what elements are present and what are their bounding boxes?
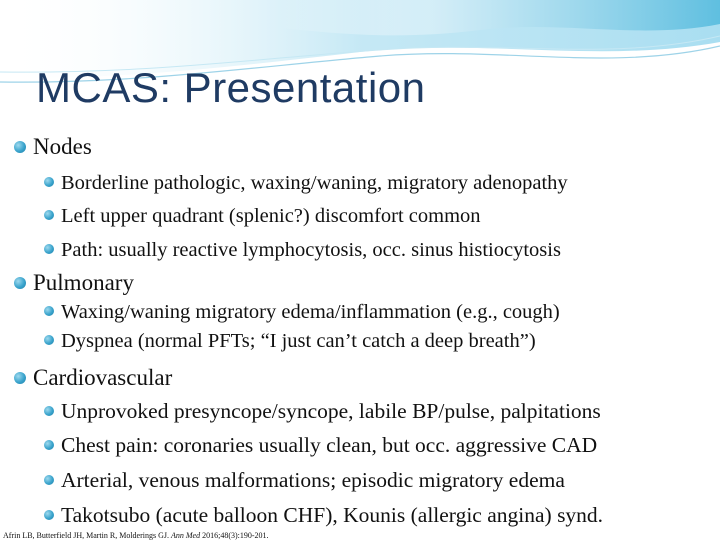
bullet-icon xyxy=(14,372,26,384)
citation xyxy=(3,531,269,540)
bullet-icon xyxy=(14,141,26,153)
bullet-icon xyxy=(44,177,54,187)
bullet-icon xyxy=(44,306,54,316)
bullet-icon xyxy=(44,440,54,450)
bullet-icon xyxy=(14,277,26,289)
citation-ref: 2016;48(3):190-201. xyxy=(202,531,269,540)
section-heading-pulmonary: Pulmonary xyxy=(14,271,134,294)
list-item: Dyspnea (normal PFTs; “I just can’t catch a deep breath”) xyxy=(44,331,536,352)
bullet-icon xyxy=(44,475,54,485)
citation-journal: Ann Med xyxy=(170,531,201,540)
list-item: Borderline pathologic, waxing/waning, migratory adenopathy xyxy=(44,173,568,194)
bullet-icon xyxy=(44,244,54,254)
section-heading-cardiovascular: Cardiovascular xyxy=(14,366,172,389)
list-item: Left upper quadrant (splenic?) discomfort common xyxy=(44,206,481,227)
list-item: Unprovoked presyncope/syncope, labile BP/pulse, palpitations xyxy=(44,401,601,423)
list-item: Takotsubo (acute balloon CHF), Kounis (allergic angina) synd. xyxy=(44,505,603,527)
list-item: Waxing/waning migratory edema/inflammation (e.g., cough) xyxy=(44,302,560,323)
section-heading-nodes: Nodes xyxy=(14,135,92,158)
bullet-icon xyxy=(44,210,54,220)
citation-authors: Afrin LB, Butterfield JH, Martin R, Molderings GJ. xyxy=(3,531,169,540)
bullet-icon xyxy=(44,406,54,416)
list-item: Arterial, venous malformations; episodic migratory edema xyxy=(44,470,565,492)
bullet-icon xyxy=(44,335,54,345)
list-item: Path: usually reactive lymphocytosis, occ. sinus histiocytosis xyxy=(44,240,561,261)
list-item: Chest pain: coronaries usually clean, but occ. aggressive CAD xyxy=(44,435,597,457)
page-title: MCAS: Presentation xyxy=(36,64,426,111)
bullet-icon xyxy=(44,510,54,520)
